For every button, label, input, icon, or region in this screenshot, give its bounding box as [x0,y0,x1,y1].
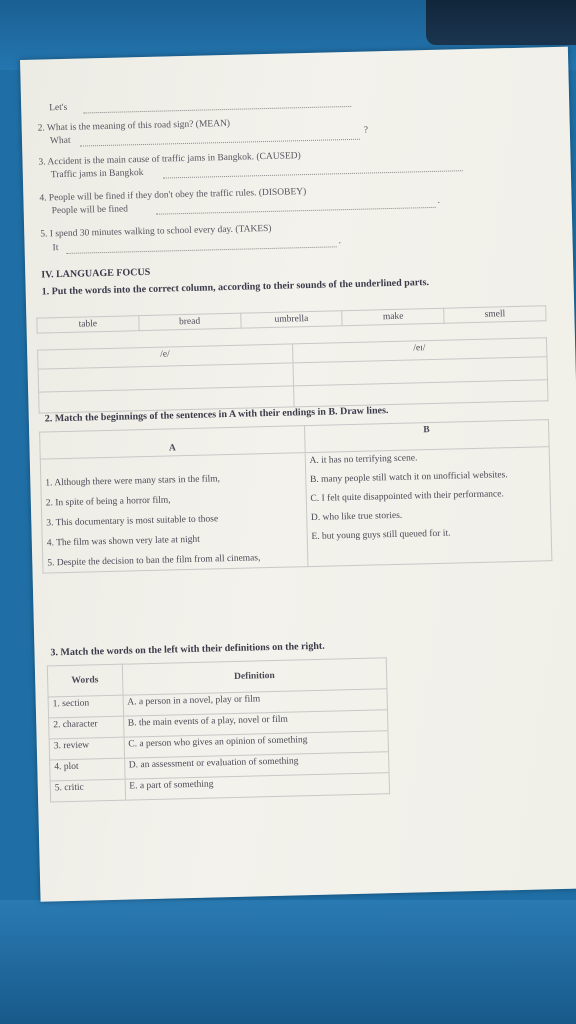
word-make: make [342,308,444,325]
b-item: B. many people still watch it on unofficial websites. [309,470,508,486]
column-b-cell [305,447,552,567]
rewrite-q2-end: ? [363,125,369,136]
answer-line[interactable] [67,246,337,254]
column-e: /e/ [38,344,293,369]
word-box [36,305,546,333]
definition-cell: D. an assessment or evaluation of something [124,752,389,779]
definition-cell: B. the main events of a play, novel or film [123,710,388,737]
answer-line[interactable] [80,139,360,147]
sound-columns-table [37,337,548,413]
a-item: 3. This documentary is most suitable to those [46,514,219,529]
definition-cell: C. a person who gives an opinion of something [124,731,389,758]
word-table: table [37,316,139,333]
rewrite-q3: 3. Accident is the main cause of traffic jams in Bangkok. (CAUSED) [38,151,301,168]
word-cell: 4. plot [50,758,125,781]
rewrite-q4-end: . [437,195,441,206]
section-heading: IV. LANGUAGE FOCUS [41,266,151,281]
exercise-3-title: 3. Match the words on the left with their definitions on the right. [50,640,325,659]
rewrite-q5-end: . [338,236,342,247]
definitions-table [47,657,390,802]
rewrite-q4: 4. People will be fined if they don't obey the traffic rules. (DISOBEY) [39,187,307,204]
a-item: 5. Despite the decision to ban the film from all cinemas, [47,553,261,569]
exercise-1-title: 1. Put the words into the correct column, according to their sounds of the underlined parts. [41,277,430,298]
answer-line[interactable] [83,106,351,114]
rewrite-q4-start: People will be fined [51,204,129,217]
background-bottom [0,900,576,1024]
words-header: Words [47,664,122,697]
a-item: 2. In spite of being a horror film, [45,495,171,509]
a-item: 1. Although there were many stars in the film, [45,474,221,489]
rewrite-q5-start: It [52,243,59,254]
definition-cell: E. a part of something [125,773,390,800]
worksheet-page [20,47,576,902]
rewrite-q2-start: What [49,135,71,147]
exercise-2-title: 2. Match the beginnings of the sentences in A with their endings in B. Draw lines. [44,405,389,425]
word-umbrella: umbrella [240,311,342,328]
answer-line[interactable] [163,170,463,178]
matching-table [39,419,552,573]
word-cell: 2. character [49,716,124,739]
word-smell: smell [444,306,546,323]
column-b-header: B [304,420,549,453]
b-item: D. who like true stories. [310,510,403,524]
column-a-header: A [40,426,305,459]
b-item: A. it has no terrifying scene. [309,453,418,467]
b-item: C. I felt quite disappointed with their performance. [310,489,504,505]
a-item: 4. The film was shown very late at night [46,534,201,549]
definition-cell: A. a person in a novel, play or film [123,689,388,716]
rewrite-q3-start: Traffic jams in Bangkok [50,168,144,181]
word-cell: 5. critic [50,779,125,802]
answer-line[interactable] [156,207,436,215]
word-bread: bread [139,313,241,330]
frag-top: Let's [49,102,68,114]
word-cell: 1. section [48,695,123,718]
b-item: E. but young guys still queued for it. [311,528,451,543]
dark-object [426,0,576,45]
rewrite-q5: 5. I spend 30 minutes walking to school every day. (TAKES) [40,223,272,240]
definition-header: Definition [122,658,387,695]
column-ei: /eɪ/ [292,338,547,363]
column-a-cell [40,453,307,573]
word-cell: 3. review [49,737,124,760]
rewrite-q2: 2. What is the meaning of this road sign? (MEAN) [37,118,231,134]
